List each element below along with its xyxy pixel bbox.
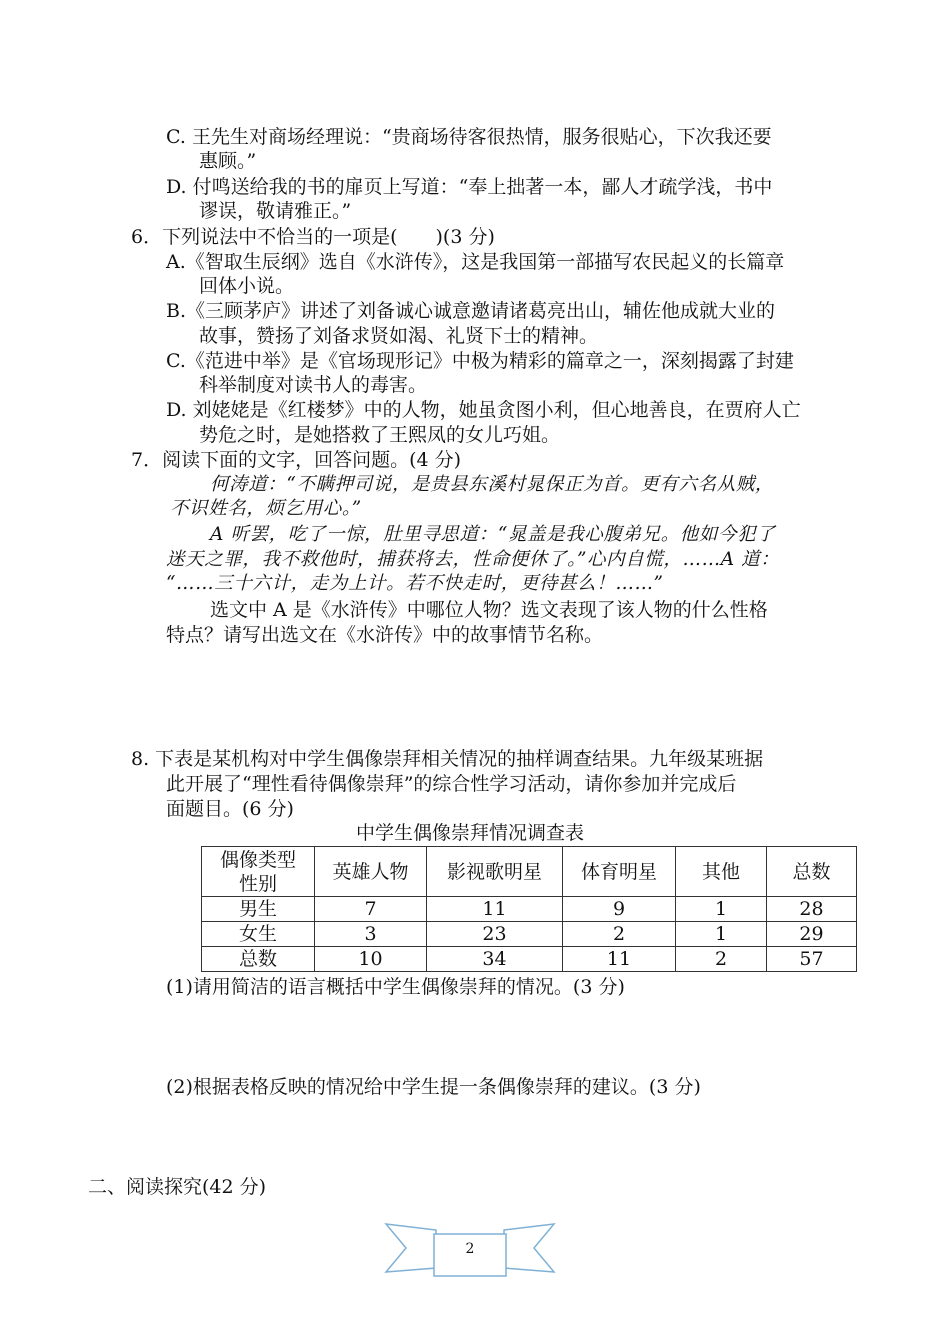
corner-bottom-label: 性别 — [238, 872, 277, 895]
table-cell: 57 — [767, 947, 857, 972]
table-cell: 7 — [315, 897, 427, 922]
q6-option-c-line1: C.《范进中举》是《官场现形记》中极为精彩的篇章之一，深刻揭露了封建 — [166, 350, 794, 372]
table-row — [202, 947, 857, 972]
q6-option-b-line1: B.《三顾茅庐》讲述了刘备诚心诚意邀请诸葛亮出山，辅佐他成就大业的 — [166, 300, 776, 322]
table-corner-cell — [202, 847, 315, 897]
table-cell: 10 — [315, 947, 427, 972]
corner-top-label: 偶像类型 — [219, 848, 296, 871]
table-cell: 29 — [767, 922, 857, 947]
table-cell: 1 — [676, 897, 767, 922]
table-cell: 2 — [563, 922, 676, 947]
q7-passage-p1-line1: 何涛道：“不瞒押司说，是贵县东溪村晁保正为首。更有六名从贼， — [210, 474, 774, 495]
row-label: 女生 — [202, 922, 315, 947]
section-heading-reading: 二、阅读探究(42 分) — [88, 1176, 267, 1198]
table-cell: 23 — [427, 922, 563, 947]
header-cell: 体育明星 — [563, 847, 676, 897]
q7-stem: 7．阅读下面的文字，回答问题。(4 分) — [131, 449, 462, 471]
q5-option-c-line1: C. 王先生对商场经理说：“贵商场待客很热情，服务很贴心，下次我还要 — [166, 126, 772, 148]
table-cell: 3 — [315, 922, 427, 947]
table-caption: 中学生偶像崇拜情况调查表 — [355, 822, 584, 844]
q6-option-c-line2: 科举制度对读书人的毒害。 — [199, 374, 428, 396]
q6-option-a-line2: 回体小说。 — [199, 275, 295, 297]
q8-stem-line3: 面题目。(6 分) — [166, 798, 294, 820]
row-label: 男生 — [202, 897, 315, 922]
header-cell: 英雄人物 — [315, 847, 427, 897]
table-cell: 9 — [563, 897, 676, 922]
table-cell: 11 — [563, 947, 676, 972]
q7-passage-p2-line1: A 听罢，吃了一惊，肚里寻思道：“晁盖是我心腹弟兄。他如今犯了 — [210, 524, 776, 545]
page-number-badge — [384, 1218, 556, 1280]
q5-option-d-line1: D. 付鸣送给我的书的扉页上写道：“奉上拙著一本，鄙人才疏学浅，书中 — [166, 176, 773, 198]
table-header-row — [202, 847, 857, 897]
q6-option-a-line1: A.《智取生辰纲》选自《水浒传》，这是我国第一部描写农民起义的长篇章 — [166, 251, 785, 273]
q6-option-d-line2: 势危之时，是她搭救了王熙凤的女儿巧姐。 — [199, 424, 561, 446]
q8-subquestion-2: (2)根据表格反映的情况给中学生提一条偶像崇拜的建议。(3 分) — [166, 1076, 701, 1098]
table-cell: 2 — [676, 947, 767, 972]
table-cell: 1 — [676, 922, 767, 947]
header-cell: 影视歌明星 — [427, 847, 563, 897]
table-row — [202, 922, 857, 947]
q6-option-d-line1: D. 刘姥姥是《红楼梦》中的人物，她虽贪图小利，但心地善良，在贾府人亡 — [166, 399, 801, 421]
page-number: 2 — [465, 1241, 475, 1257]
q6-stem: 6．下列说法中不恰当的一项是( )(3 分) — [131, 226, 495, 248]
q7-question-line1: 选文中 A 是《水浒传》中哪位人物？选文表现了该人物的什么性格 — [210, 599, 768, 621]
q7-passage-p2-line2: 迷天之罪，我不救他时，捕获将去，性命便休了。”心内自慌，……A 道： — [166, 549, 780, 570]
header-cell: 其他 — [676, 847, 767, 897]
q5-option-c-line2: 惠顾。” — [199, 150, 257, 172]
table-row — [202, 897, 857, 922]
header-cell: 总数 — [767, 847, 857, 897]
q5-option-d-line2: 谬误，敬请雅正。” — [199, 200, 352, 222]
q6-option-b-line2: 故事，赞扬了刘备求贤如渴、礼贤下士的精神。 — [199, 325, 599, 347]
table-cell: 28 — [767, 897, 857, 922]
q7-passage-p1-line2: 不识姓名，烦乞用心。” — [170, 498, 362, 519]
q7-question-line2: 特点？请写出选文在《水浒传》中的故事情节名称。 — [166, 624, 604, 646]
q8-stem-line2: 此开展了“理性看待偶像崇拜”的综合性学习活动，请你参加并完成后 — [166, 773, 737, 795]
q8-stem-line1: 8. 下表是某机构对中学生偶像崇拜相关情况的抽样调查结果。九年级某班据 — [131, 748, 764, 770]
table-cell: 34 — [427, 947, 563, 972]
table-cell: 11 — [427, 897, 563, 922]
q7-passage-p2-line3: “……三十六计，走为上计。若不快走时，更待甚么！……” — [166, 573, 664, 594]
row-label: 总数 — [202, 947, 315, 972]
q8-subquestion-1: (1)请用简洁的语言概括中学生偶像崇拜的情况。(3 分) — [166, 976, 625, 998]
survey-table — [201, 846, 857, 972]
